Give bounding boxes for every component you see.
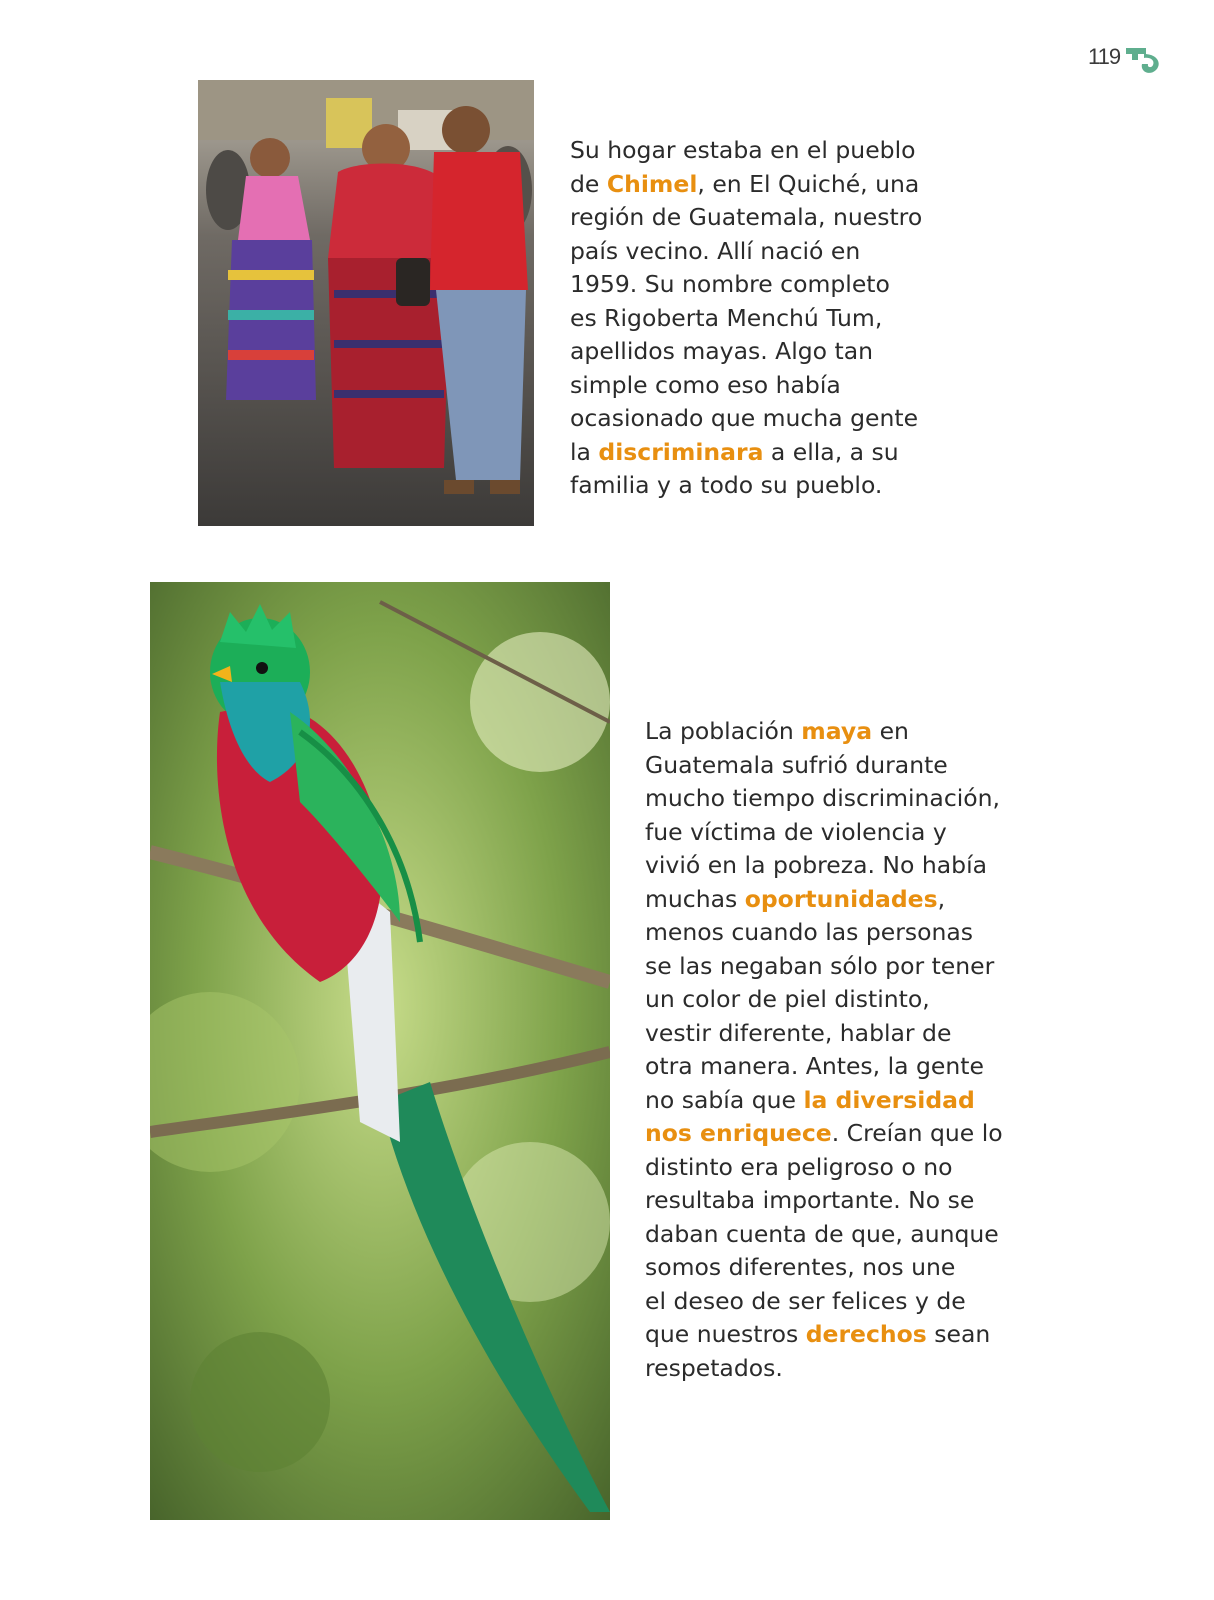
paragraph-text: Su hogar estaba en el pueblo de [570,136,916,198]
march-photo [198,80,534,526]
paragraph-text: . Creían que lo distinto era peligroso o no resultaba importante. No se daban cuenta de que, aunque somos diferentes, nos une el deseo de ser felices y de que nuestros [645,1119,1003,1348]
paragraph-text: , en El Quiché, una región de Guatemala, nuestro país vecino. Allí nació en 1959. Su nombre completo es Rigoberta Menchú Tum, apellidos mayas. Algo tan simple como eso había ocasionado que mucha gente la [570,169,923,466]
highlighted-term: discriminara [598,437,764,466]
paragraph-text: sean respetados. [645,1320,991,1382]
highlighted-term: oportunidades [744,884,938,913]
page-number: 119 [1088,44,1121,69]
quetzal-photo [150,582,610,1520]
paragraph-text: , menos cuando las personas se las negaban sólo por tener un color de piel distinto, vestir diferente, hablar de otra manera. Antes, la gente no sabía que [645,884,995,1114]
paragraph-text: La población [645,717,802,745]
highlighted-term: la diversidad nos enriquece [645,1085,975,1147]
paragraph-text: en Guatemala sufrió durante mucho tiempo discriminación, fue víctima de violencia y vivió en la pobreza. No había muchas [645,717,1001,913]
highlighted-term: Chimel [606,169,698,198]
highlighted-term: derechos [805,1320,927,1348]
paragraph-maya-population [645,715,1065,1385]
green-hook-logo-icon [1124,40,1164,80]
paragraph-rigoberta-home [570,134,1010,503]
highlighted-term: maya [801,717,873,745]
paragraph-text: a ella, a su familia y a todo su pueblo. [570,437,899,499]
